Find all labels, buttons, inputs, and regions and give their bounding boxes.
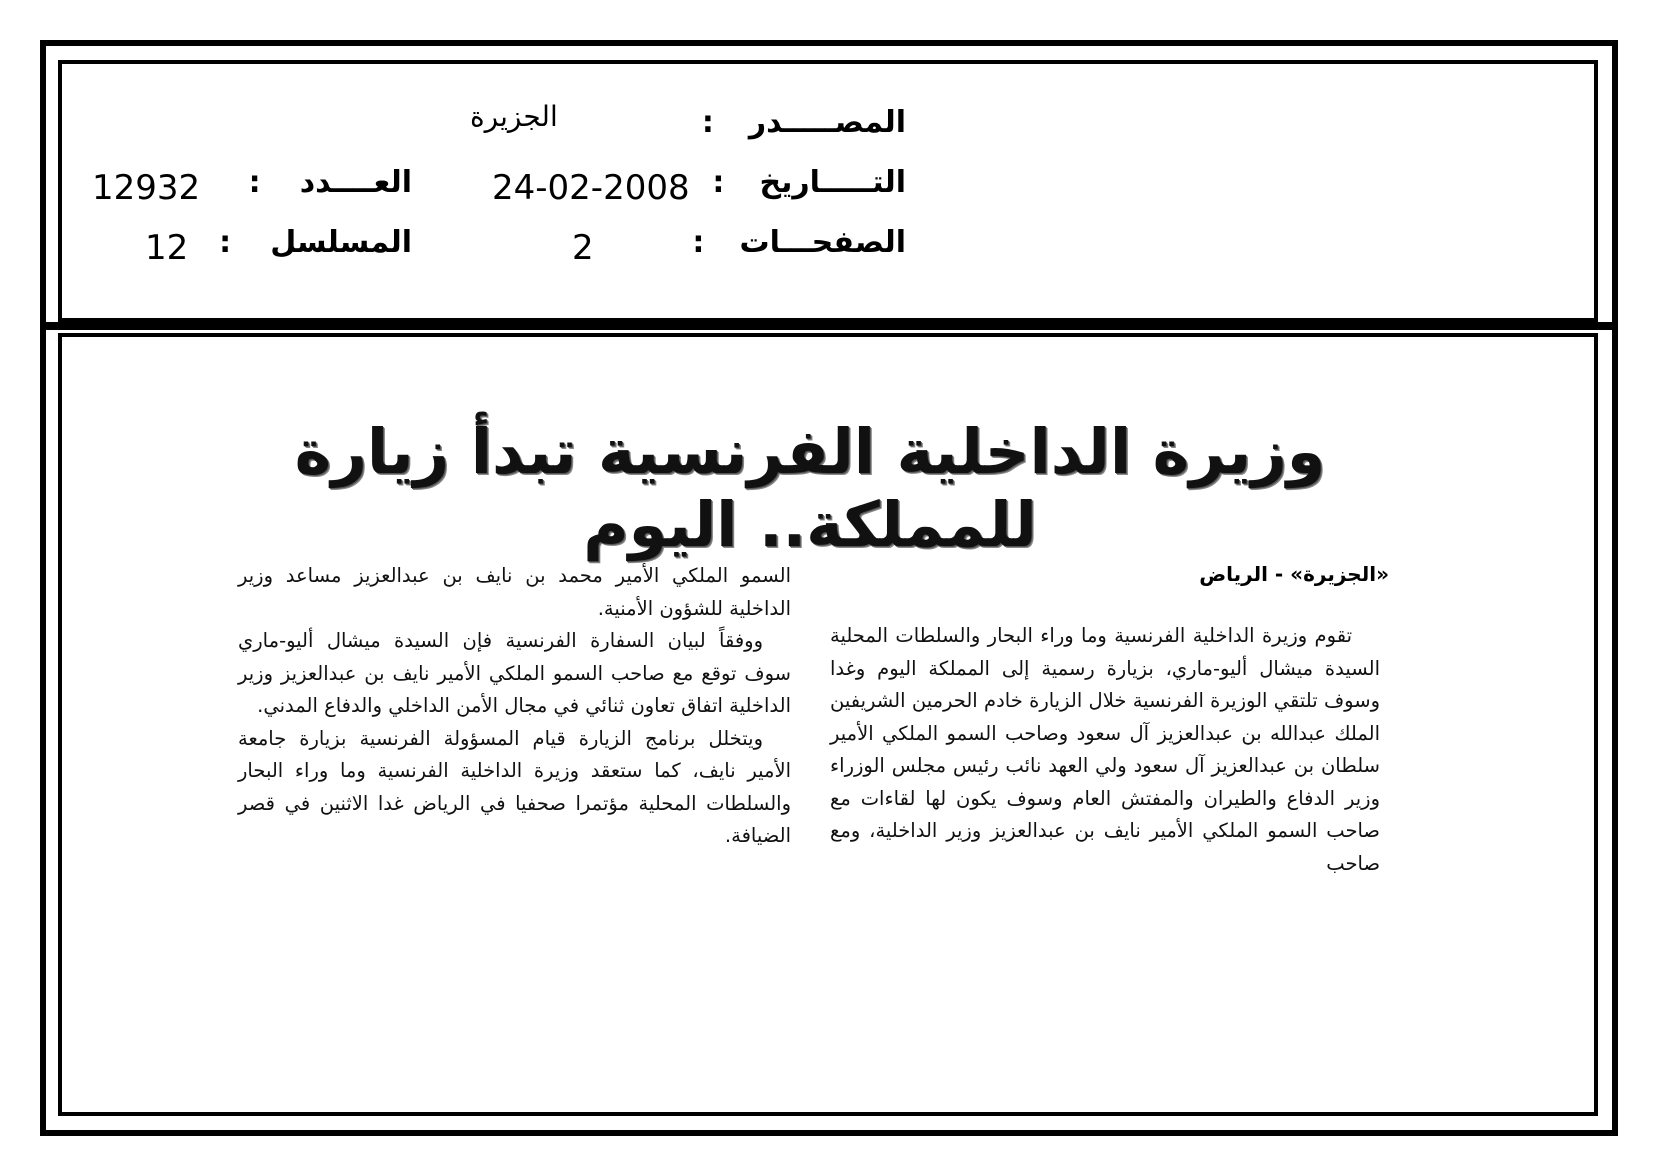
pages-colon: : [692, 225, 705, 260]
serial-colon: : [219, 225, 232, 260]
issue-label: العــــدد [299, 165, 412, 200]
serial-row [219, 225, 412, 260]
issue-value: 12932 [92, 168, 201, 208]
issue-colon: : [248, 165, 261, 200]
source-colon: : [701, 105, 714, 140]
header-divider [46, 322, 1612, 330]
article-headline: وزيرة الداخلية الفرنسية تبدأ زيارة للمملكة.. اليوم [294, 415, 1326, 561]
serial-value: 12 [145, 228, 189, 268]
date-label: التـــــاريخ [759, 165, 906, 200]
source-row [702, 105, 906, 140]
article-column-left [238, 560, 791, 853]
issue-row [249, 165, 412, 200]
pages-value: 2 [572, 228, 594, 268]
article-dateline: «الجزيرة» - الرياض [1199, 562, 1389, 586]
article-column-right [830, 620, 1380, 880]
article-paragraph: ووفقاً لبيان السفارة الفرنسية فإن السيدة ميشال أليو-ماري سوف توقع مع صاحب السمو الملكي الأمير نايف بن عبدالعزيز وزير الداخلية اتفاق تعاون ثنائي في مجال الأمن الداخلي والدفاع المدني. [238, 629, 791, 717]
article-paragraph: ويتخلل برنامج الزيارة قيام المسؤولة الفرنسية بزيارة جامعة الأمير نايف، كما ستعقد وزيرة الداخلية الفرنسية وما وراء البحار والسلطات المحلية مؤتمرا صحفيا في الرياض غدا الاثنين في قصر الضيافة. [238, 726, 791, 847]
pages-label: الصفحـــات [739, 225, 906, 260]
serial-label: المسلسل [270, 225, 412, 260]
article-paragraph: السمو الملكي الأمير محمد بن نايف بن عبدالعزيز مساعد وزير الداخلية للشؤون الأمنية. [238, 564, 791, 620]
date-value: 24-02-2008 [492, 168, 690, 208]
date-colon: : [712, 165, 725, 200]
article-paragraph: تقوم وزيرة الداخلية الفرنسية وما وراء البحار والسلطات المحلية السيدة ميشال أليو-ماري، بزيارة رسمية إلى المملكة اليوم وغدا وسوف تلتقي الوزيرة الفرنسية خلال الزيارة خادم الحرمين الشريفين الملك عبدالله بن عبدالعزيز آل سعود وصاحب السمو الملكي الأمير سلطان بن عبدالعزيز آل سعود ولي العهد نائب رئيس مجلس الوزراء وزير الدفاع والطيران والمفتش العام وسوف يكون لها لقاءات مع صاحب السمو الملكي الأمير نايف بن عبدالعزيز وزير الداخلية، ومع صاحب [830, 624, 1380, 875]
source-label: المصـــــدر [748, 105, 906, 140]
source-value: الجزيرة [470, 100, 558, 133]
date-row [712, 165, 906, 200]
pages-row [692, 225, 906, 260]
